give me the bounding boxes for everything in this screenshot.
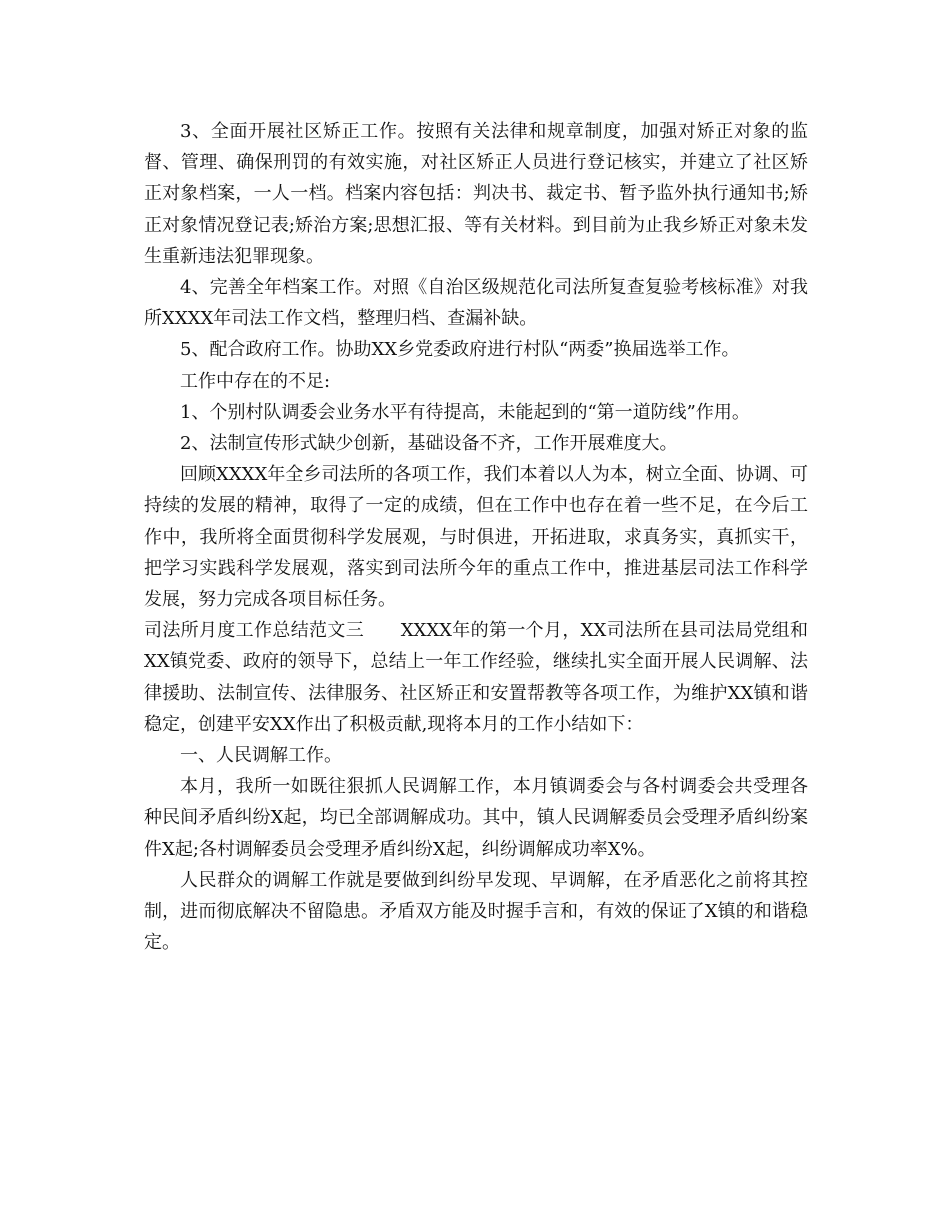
paragraph-shortcoming-2: 2、法制宣传形式缺少创新，基础设备不齐，工作开展难度大。 — [180, 433, 678, 455]
paragraph-mediation-conclusion: 人民群众的调解工作就是要做到纠纷早发现、早调解，在矛盾恶化之前将其控制，进而彻底解决不留隐患。矛盾双方能及时握手言和，有效的保证了X镇的和谐稳定。 — [144, 869, 808, 954]
paragraph-government-cooperation: 5、配合政府工作。协助XX乡党委政府进行村队“两委”换届选举工作。 — [180, 339, 740, 361]
paragraph-mediation-summary: 本月，我所一如既往狠抓人民调解工作，本月镇调委会与各村调委会共受理各种民间矛盾纠纷X起，均已全部调解成功。其中，镇人民调解委员会受理矛盾纠纷案件X起;各村调解委员会受理矛盾纠纷X起，纠纷调解成功率X%。 — [144, 776, 808, 860]
paragraph-mediation-heading: 一、人民调解工作。 — [180, 745, 342, 767]
paragraph-sample-three-intro: 司法所月度工作总结范文三 XXXX年的第一个月，XX司法所在县司法局党组和XX镇党委、政府的领导下，总结上一年工作经验，继续扎实全面开展人民调解、法律援助、法制宣传、法律服务、社区矫正和安置帮教等各项工作，为维护XX镇和谐稳定，创建平安XX作出了积极贡献,现将本月的工作小结如下： — [144, 620, 808, 735]
paragraph-shortcomings-heading: 工作中存在的不足: — [180, 370, 331, 392]
paragraph-community-correction: 3、全面开展社区矫正工作。按照有关法律和规章制度，加强对矫正对象的监督、管理、确保刑罚的有效实施，对社区矫正人员进行登记核实，并建立了社区矫正对象档案，一人一档。档案内容包括：判决书、裁定书、暂予监外执行通知书;矫正对象情况登记表;矫治方案;思想汇报、等有关材料。到目前为止我乡矫正对象未发生重新违法犯罪现象。 — [144, 121, 808, 267]
paragraph-review: 回顾XXXX年全乡司法所的各项工作，我们本着以人为本，树立全面、协调、可持续的发展的精神，取得了一定的成绩，但在工作中也存在着一些不足，在今后工作中，我所将全面贯彻科学发展观，与时俱进，开拓进取，求真务实，真抓实干，把学习实践科学发展观，落实到司法所今年的重点工作中，推进基层司法工作科学发展，努力完成各项目标任务。 — [144, 464, 808, 611]
document-page — [144, 116, 808, 958]
paragraph-archive-work: 4、完善全年档案工作。对照《自治区级规范化司法所复查复验考核标准》对我所XXXX年司法工作文档，整理归档、查漏补缺。 — [144, 277, 808, 330]
paragraph-shortcoming-1: 1、个别村队调委会业务水平有待提高，未能起到的“第一道防线”作用。 — [180, 401, 750, 423]
